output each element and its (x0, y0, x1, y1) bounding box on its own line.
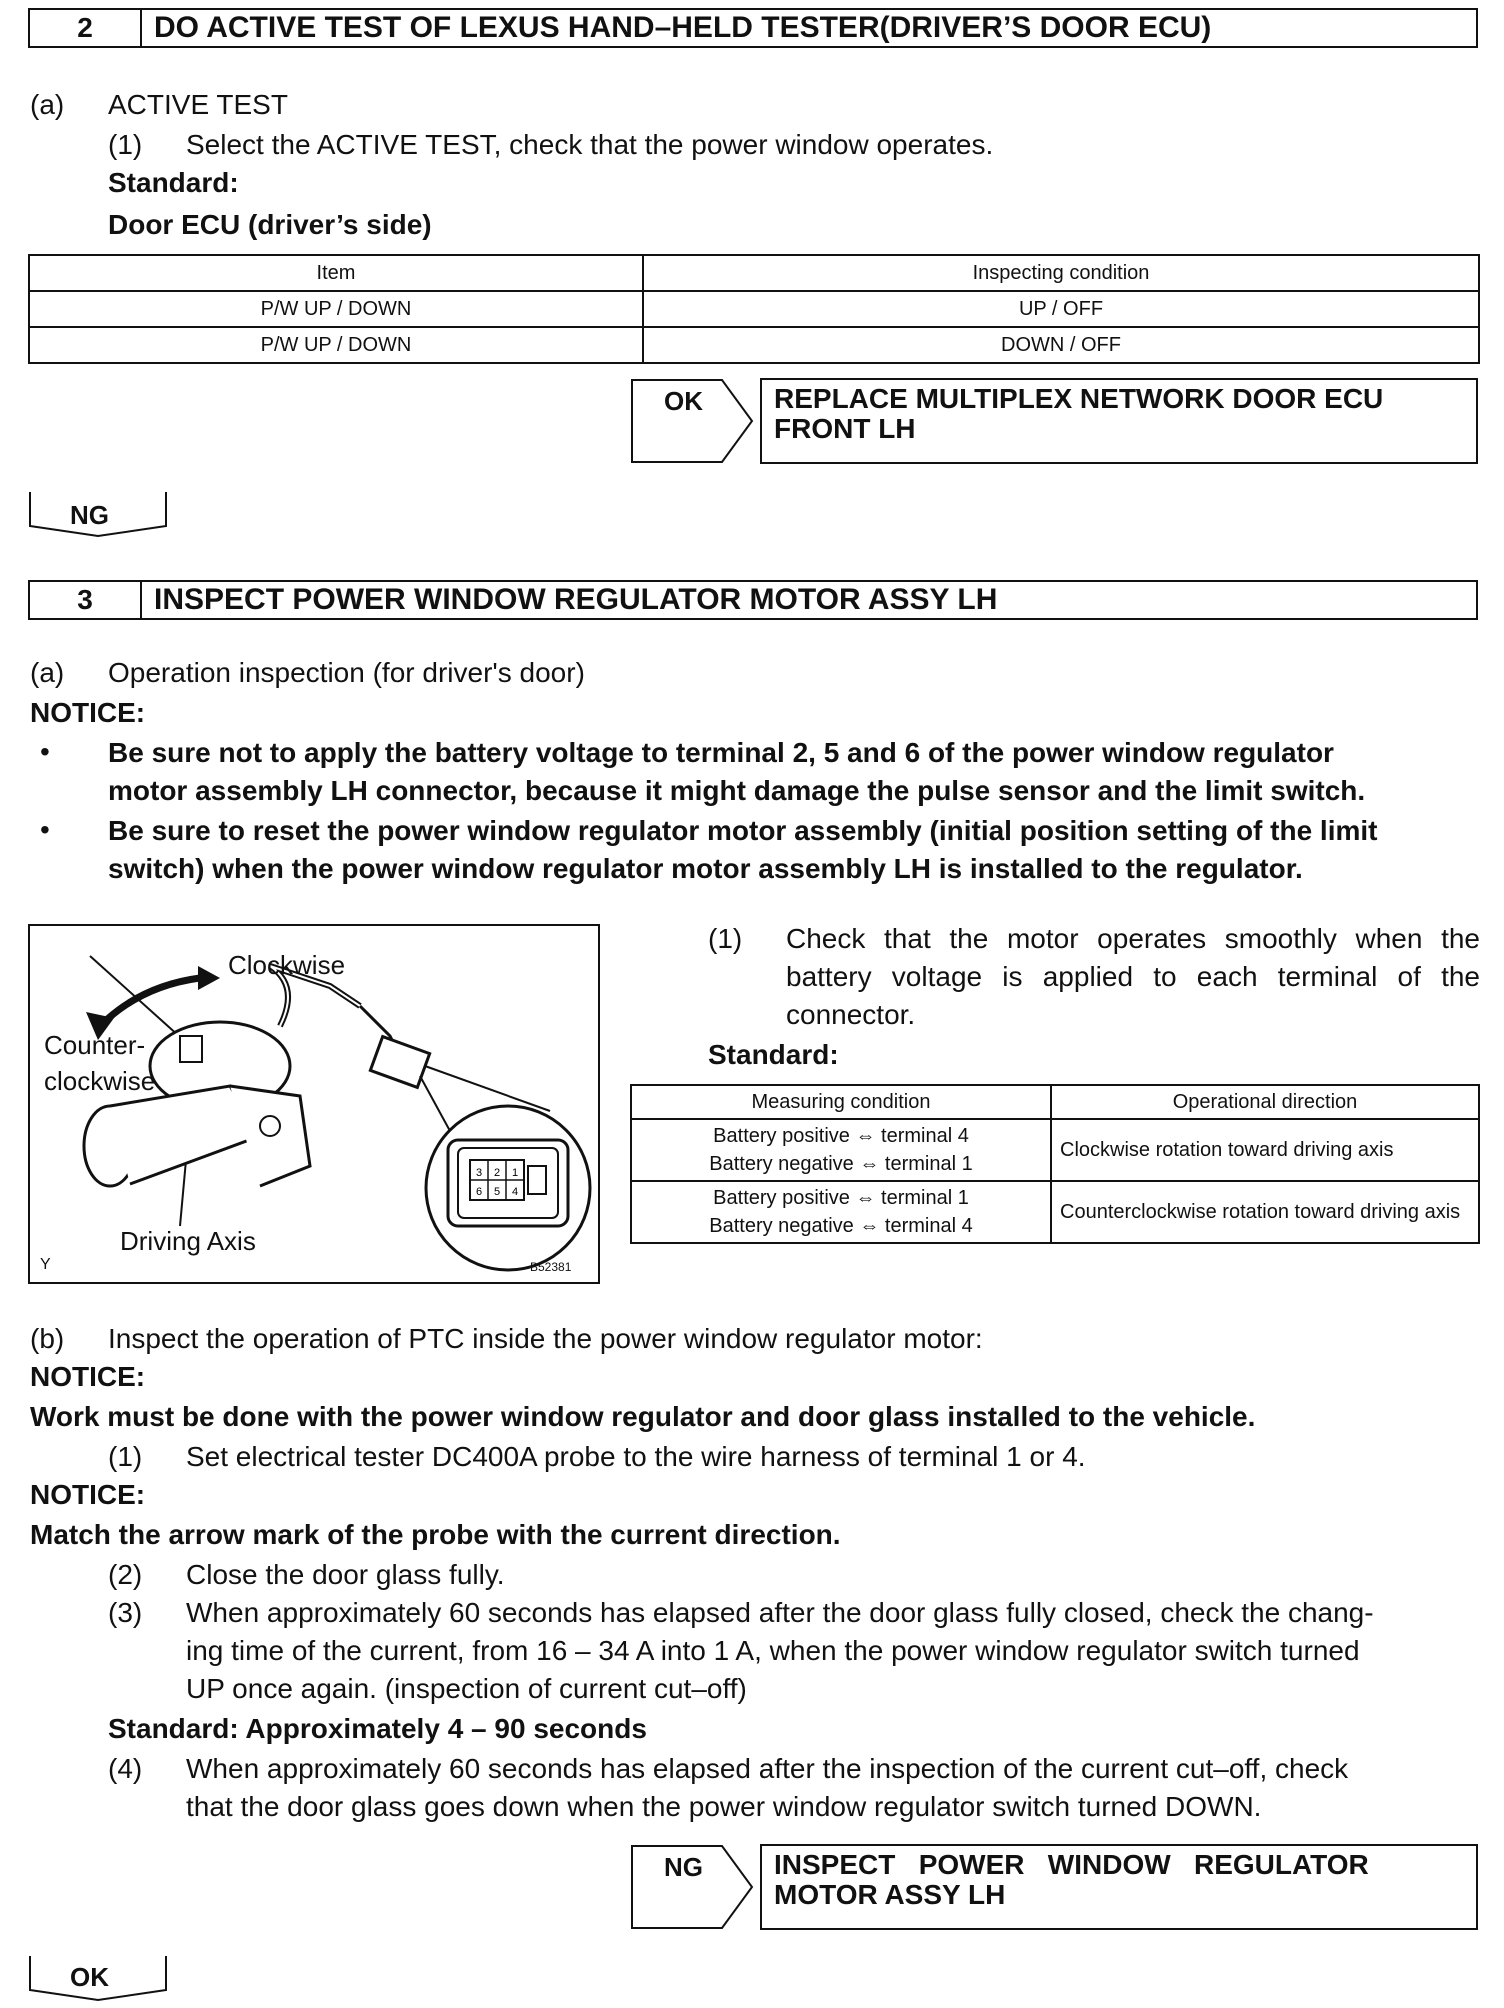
standard-label: Standard: Approximately 4 – 90 seconds (108, 1713, 647, 1744)
result-box (760, 378, 1478, 464)
notice-text: switch) when the power window regulator motor assembly LH is installed to the regulator. (108, 853, 1303, 884)
pin-label: 5 (493, 1186, 501, 1198)
motor-figure (28, 924, 600, 1284)
notice-text: Be sure to reset the power window regulator motor assembly (initial position setting of the limit (108, 815, 1378, 846)
pin-label: 3 (475, 1167, 483, 1179)
item-text: Close the door glass fully. (186, 1559, 505, 1590)
table-cell: Clockwise rotation toward driving axis (1051, 1119, 1479, 1181)
table-header: Measuring condition (631, 1085, 1051, 1119)
item-text: UP once again. (inspection of current cut–off) (186, 1673, 747, 1704)
counterclockwise-label: clockwise (44, 1066, 156, 1096)
condition-text: Battery positive ⇔ terminal 4 (713, 1125, 969, 1147)
step-title: INSPECT POWER WINDOW REGULATOR MOTOR ASSY LH (154, 583, 998, 616)
table-header: Operational direction (1051, 1085, 1479, 1119)
notice-text: Be sure not to apply the battery voltage to terminal 2, 5 and 6 of the power window regulator (108, 737, 1334, 768)
notice-label: NOTICE: (30, 697, 146, 728)
table-row (631, 1119, 1479, 1181)
item-marker: (a) (30, 657, 65, 688)
table-cell: UP / OFF (643, 291, 1479, 327)
result-text: MOTOR ASSY LH (774, 1879, 1006, 1910)
step-title: DO ACTIVE TEST OF LEXUS HAND–HELD TESTER(DRIVER’S DOOR ECU) (154, 11, 1212, 44)
item-marker: (1) (708, 923, 743, 954)
item-marker: (1) (108, 1441, 143, 1472)
notice-label: NOTICE: (30, 1479, 146, 1510)
ok-label: OK (664, 386, 703, 416)
item-text: connector. (786, 999, 916, 1030)
table-cell: DOWN / OFF (643, 327, 1479, 363)
notice-text: Match the arrow mark of the probe with the current direction. (30, 1519, 841, 1550)
driving-axis-label: Driving Axis (120, 1226, 256, 1256)
standard-label: Standard: (108, 167, 239, 198)
item-marker: (2) (108, 1559, 143, 1590)
standard-label: Standard: (708, 1039, 839, 1070)
table-row (631, 1181, 1479, 1243)
inspection-table (28, 254, 1480, 364)
item-text: Inspect the operation of PTC inside the power window regulator motor: (108, 1323, 983, 1354)
condition-text: Battery positive ⇔ terminal 1 (713, 1187, 969, 1209)
table-cell: P/W UP / DOWN (29, 327, 643, 363)
item-marker: (1) (108, 129, 143, 160)
item-text: Operation inspection (for driver's door) (108, 657, 585, 688)
table-cell (631, 1181, 1051, 1243)
item-marker: (b) (30, 1323, 65, 1354)
result-text: FRONT LH (774, 413, 916, 444)
table-header-row (631, 1085, 1479, 1119)
notice-text: Work must be done with the power window regulator and door glass installed to the vehicle. (30, 1401, 1256, 1432)
pin-label: 6 (475, 1186, 483, 1198)
bullet: • (40, 814, 50, 845)
item-marker: (a) (30, 89, 65, 120)
item-text: Check that the motor operates smoothly when the (786, 923, 1480, 954)
notice-label: NOTICE: (30, 1361, 146, 1392)
table-header: Inspecting condition (643, 255, 1479, 291)
table-cell: Counterclockwise rotation toward driving axis (1051, 1181, 1479, 1243)
item-text: When approximately 60 seconds has elapsed after the inspection of the current cut–off, check (186, 1753, 1349, 1784)
item-text: ing time of the current, from 16 – 34 A into 1 A, when the power window regulator switch turned (186, 1635, 1360, 1666)
item-marker: (3) (108, 1597, 143, 1628)
item-text: Select the ACTIVE TEST, check that the power window operates. (186, 129, 994, 160)
counterclockwise-label: Counter- (44, 1030, 146, 1060)
ng-label: NG (664, 1852, 703, 1882)
pin-label: 4 (511, 1186, 519, 1198)
table-row (29, 291, 1479, 327)
item-text: Set electrical tester DC400A probe to the wire harness of terminal 1 or 4. (186, 1441, 1086, 1472)
step-2-header (28, 8, 1478, 48)
result-text: INSPECT POWER WINDOW REGULATOR (774, 1849, 1369, 1880)
ng-label: NG (70, 500, 109, 530)
table-header: Item (29, 255, 643, 291)
item-text: ACTIVE TEST (108, 89, 288, 120)
item-text: that the door glass goes down when the power window regulator switch turned DOWN. (186, 1791, 1262, 1822)
pin-label: 2 (493, 1167, 501, 1179)
clockwise-label: Clockwise (228, 950, 346, 980)
notice-text: motor assembly LH connector, because it might damage the pulse sensor and the limit switch. (108, 775, 1366, 806)
condition-text: Battery negative ⇔ terminal 1 (709, 1153, 973, 1175)
condition-text: Battery negative ⇔ terminal 4 (709, 1215, 973, 1237)
item-text: battery voltage is applied to each terminal of the (786, 961, 1480, 992)
step-number: 3 (30, 582, 142, 618)
bullet: • (40, 736, 50, 767)
table-title: Door ECU (driver’s side) (108, 209, 432, 240)
item-marker: (4) (108, 1753, 143, 1784)
figure-corner-mark: Y (40, 1256, 51, 1273)
table-row (29, 327, 1479, 363)
result-text: REPLACE MULTIPLEX NETWORK DOOR ECU (774, 383, 1384, 414)
result-box (760, 1844, 1478, 1930)
figure-code: B52381 (530, 1260, 572, 1274)
item-text: When approximately 60 seconds has elapsed after the door glass fully closed, check the chang- (186, 1597, 1374, 1628)
table-header-row (29, 255, 1479, 291)
step-3-header (28, 580, 1478, 620)
ok-label: OK (70, 1962, 109, 1992)
table-cell: P/W UP / DOWN (29, 291, 643, 327)
pin-label: 1 (511, 1167, 519, 1179)
table-cell (631, 1119, 1051, 1181)
operation-table (630, 1084, 1480, 1244)
step-number: 2 (30, 10, 142, 46)
